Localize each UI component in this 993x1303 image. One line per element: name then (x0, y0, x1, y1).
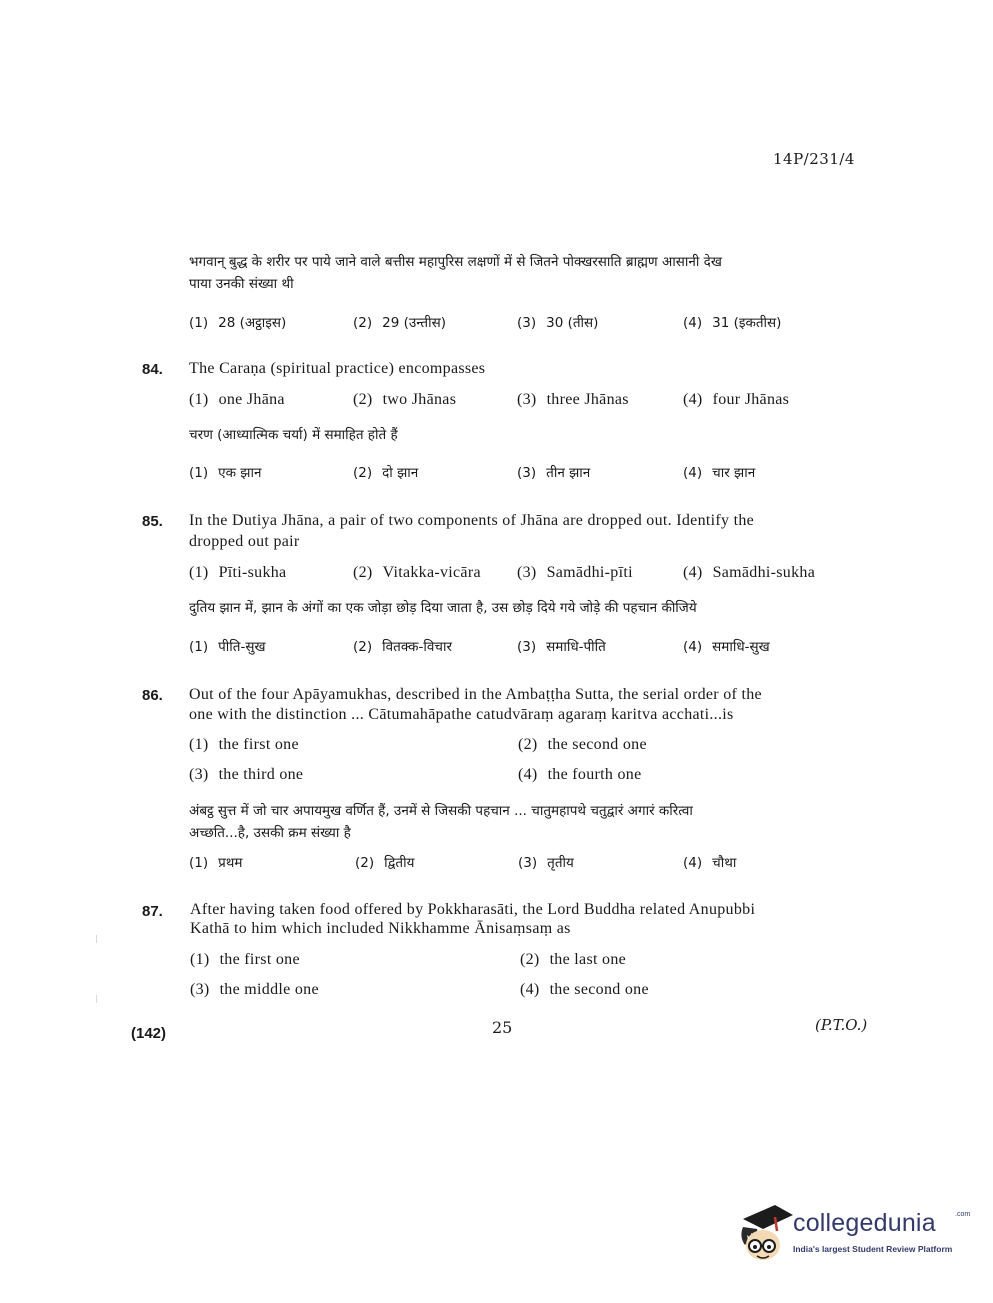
question-86-text-line-2: one with the distinction ... Cātumahāpathe catudvāraṃ agaraṃ karitva acchati...is (189, 706, 734, 723)
option-1: (1) one Jhāna (189, 391, 285, 408)
option-3: (3) 30 (तीस) (517, 315, 599, 331)
question-86-options-row-1 (189, 736, 879, 758)
option-1: (1) एक झान (189, 465, 262, 481)
prev-question-hindi-options (189, 313, 879, 335)
question-85-options (189, 564, 879, 586)
option-1: (1) the first one (189, 736, 299, 753)
option-2: (2) two Jhānas (353, 391, 457, 408)
question-86-text-line-1: Out of the four Apāyamukhas, described in the Ambaṭṭha Sutta, the serial order of the (189, 686, 762, 703)
option-2: (2) द्वितीय (355, 855, 415, 871)
question-number-87: 87. (142, 903, 163, 920)
option-3: (3) the third one (189, 766, 304, 783)
question-85-hindi-options (189, 637, 879, 659)
option-2: (2) the second one (518, 736, 647, 753)
option-4: (4) चौथा (683, 855, 737, 871)
option-4: (4) समाधि-सुख (683, 639, 770, 655)
option-3: (3) समाधि-पीति (517, 639, 606, 655)
collegedunia-watermark (735, 1197, 971, 1267)
question-85-hindi-text: दुतिय झान में, झान के अंगों का एक जोड़ा छोड़ दिया जाता है, उस छोड़ दिये गये जोड़े की पहचान कीजिये (189, 600, 697, 616)
question-87-text-line-2: Kathā to him which included Nikkhamme Ānisaṃsaṃ as (190, 920, 571, 937)
option-1: (1) पीति-सुख (189, 639, 266, 655)
option-4: (4) 31 (इकतीस) (683, 315, 782, 331)
option-3: (3) तृतीय (518, 855, 574, 871)
question-84-hindi-options (189, 463, 879, 485)
option-1: (1) the first one (190, 951, 300, 968)
option-2: (2) वितक्क-विचार (353, 639, 453, 655)
option-1: (1) प्रथम (189, 855, 243, 871)
paper-code: 14P/231/4 (773, 150, 855, 168)
question-87-options-row-1 (190, 951, 880, 973)
watermark-tagline: India's largest Student Review Platform (793, 1244, 953, 1254)
option-2: (2) the last one (520, 951, 627, 968)
prev-question-hindi-line-2: पाया उनकी संख्या थी (189, 276, 294, 292)
option-3: (3) the middle one (190, 981, 319, 998)
option-4: (4) the second one (520, 981, 649, 998)
question-87-options-row-2 (190, 981, 880, 1003)
please-turn-over: (P.T.O.) (815, 1016, 868, 1034)
option-3: (3) three Jhānas (517, 391, 629, 408)
option-4: (4) the fourth one (518, 766, 642, 783)
booklet-code: (142) (131, 1025, 167, 1042)
question-number-85: 85. (142, 513, 163, 530)
scan-mark (96, 995, 97, 1003)
option-3: (3) Samādhi-pīti (517, 564, 633, 581)
question-86-options-row-2 (189, 766, 879, 788)
option-2: (2) 29 (उन्तीस) (353, 315, 447, 331)
question-86-hindi-options (189, 853, 879, 875)
question-84-options (189, 391, 879, 413)
prev-question-hindi-line-1: भगवान् बुद्ध के शरीर पर पाये जाने वाले बत्तीस महापुरिस लक्षणों में से जितने पोक्खरसाति ब्राह्मण आसानी देख (189, 254, 722, 270)
option-2: (2) Vitakka-vicāra (353, 564, 481, 581)
option-1: (1) Pīti-sukha (189, 564, 287, 581)
option-4: (4) four Jhānas (683, 391, 790, 408)
option-3: (3) तीन झान (517, 465, 591, 481)
question-84-hindi-text: चरण (आध्यात्मिक चर्या) में समाहित होते हैं (189, 427, 398, 443)
option-1: (1) 28 (अट्ठाइस) (189, 315, 287, 331)
option-4: (4) Samādhi-sukha (683, 564, 816, 581)
question-number-84: 84. (142, 361, 163, 378)
question-86-hindi-line-2: अच्छति...है, उसकी क्रम संख्या है (189, 825, 351, 841)
question-85-text-line-2: dropped out pair (189, 533, 300, 550)
question-number-86: 86. (142, 687, 163, 704)
question-84-text: The Caraṇa (spiritual practice) encompasses (189, 360, 486, 377)
question-86-hindi-line-1: अंबट्ठ सुत्त में जो चार अपायमुख वर्णित हैं, उनमें से जिसकी पहचान ... चातुमहापथे चतुद्वारं अगारं करित्वा (189, 803, 693, 819)
student-mascot-icon (735, 1197, 795, 1267)
watermark-domain: .com (955, 1211, 971, 1218)
question-85-text-line-1: In the Dutiya Jhāna, a pair of two components of Jhāna are dropped out. Identify the (189, 512, 755, 529)
option-4: (4) चार झान (683, 465, 756, 481)
scan-mark (96, 935, 97, 943)
page-number: 25 (492, 1018, 513, 1037)
option-2: (2) दो झान (353, 465, 419, 481)
question-87-text-line-1: After having taken food offered by Pokkharasāti, the Lord Buddha related Anupubbi (190, 901, 756, 918)
watermark-name: collegedunia (793, 1209, 936, 1237)
